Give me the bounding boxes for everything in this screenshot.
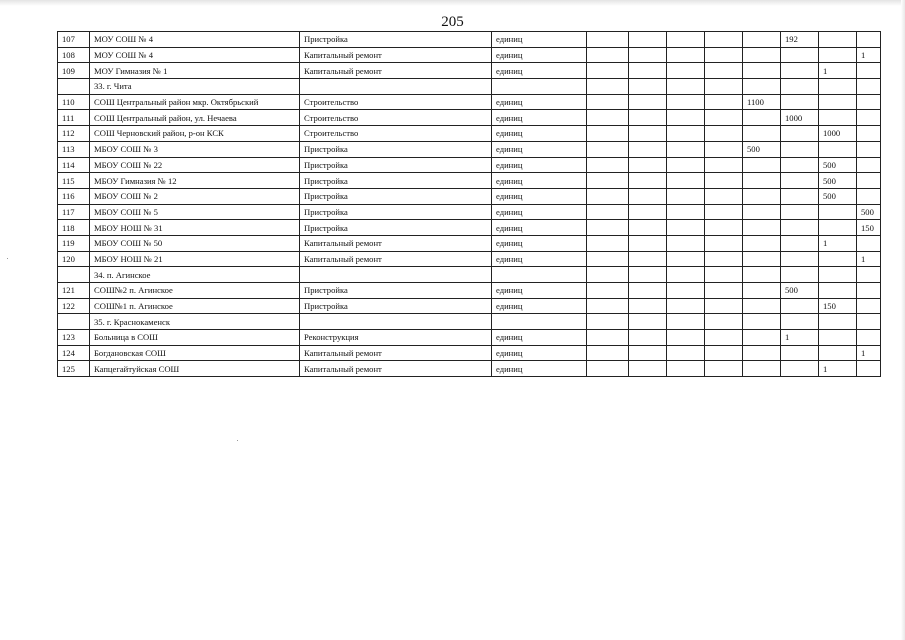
value-cell [857, 330, 881, 346]
value-cell [781, 79, 819, 95]
work-type-cell: Реконструкция [300, 330, 492, 346]
value-cell [743, 110, 781, 126]
value-cell [587, 47, 629, 63]
table-body [58, 32, 881, 377]
value-cell [667, 204, 705, 220]
value-cell [857, 126, 881, 142]
row-number-cell: 121 [58, 283, 90, 299]
value-cell: 1100 [743, 94, 781, 110]
value-cell [743, 157, 781, 173]
value-cell: 150 [819, 298, 857, 314]
page-number: 205 [441, 14, 464, 30]
unit-cell: единиц [492, 298, 587, 314]
value-cell [667, 110, 705, 126]
value-cell [629, 204, 667, 220]
section-row [58, 267, 881, 283]
value-cell [857, 267, 881, 283]
value-cell [705, 314, 743, 330]
row-number-cell: 124 [58, 345, 90, 361]
value-cell [743, 235, 781, 251]
work-type-cell: Капитальный ремонт [300, 235, 492, 251]
value-cell [743, 283, 781, 299]
value-cell [587, 79, 629, 95]
unit-cell: единиц [492, 141, 587, 157]
row-number-cell [58, 314, 90, 330]
value-cell [667, 235, 705, 251]
work-type-cell: Пристройка [300, 32, 492, 48]
value-cell [781, 94, 819, 110]
table-row [58, 126, 881, 142]
value-cell [819, 267, 857, 283]
unit-cell: единиц [492, 251, 587, 267]
work-type-cell: Пристройка [300, 283, 492, 299]
value-cell [629, 251, 667, 267]
table-row [58, 361, 881, 377]
value-cell [743, 220, 781, 236]
table-row [58, 251, 881, 267]
value-cell [705, 220, 743, 236]
value-cell [819, 314, 857, 330]
value-cell [781, 361, 819, 377]
unit-cell: единиц [492, 94, 587, 110]
value-cell [743, 345, 781, 361]
value-cell [819, 204, 857, 220]
value-cell [819, 79, 857, 95]
unit-cell: единиц [492, 283, 587, 299]
value-cell [587, 330, 629, 346]
value-cell [705, 63, 743, 79]
object-name-cell: СОШ Центральный район мкр. Октябрьский [90, 94, 300, 110]
unit-cell: единиц [492, 173, 587, 189]
value-cell [743, 298, 781, 314]
work-type-cell: Пристройка [300, 141, 492, 157]
value-cell [781, 204, 819, 220]
value-cell [667, 157, 705, 173]
row-number-cell: 108 [58, 47, 90, 63]
value-cell: 1 [857, 47, 881, 63]
value-cell [705, 173, 743, 189]
value-cell [781, 188, 819, 204]
table-row [58, 298, 881, 314]
unit-cell: единиц [492, 188, 587, 204]
row-number-cell: 123 [58, 330, 90, 346]
value-cell [743, 314, 781, 330]
value-cell [743, 63, 781, 79]
object-name-cell: МБОУ НОШ № 31 [90, 220, 300, 236]
unit-cell: единиц [492, 235, 587, 251]
value-cell [667, 32, 705, 48]
value-cell: 500 [743, 141, 781, 157]
table-row [58, 157, 881, 173]
value-cell [743, 47, 781, 63]
value-cell [781, 63, 819, 79]
unit-cell: единиц [492, 63, 587, 79]
row-number-cell: 119 [58, 235, 90, 251]
value-cell: 500 [819, 157, 857, 173]
value-cell [667, 283, 705, 299]
section-row [58, 79, 881, 95]
value-cell [667, 126, 705, 142]
work-type-cell: Капитальный ремонт [300, 63, 492, 79]
value-cell [743, 188, 781, 204]
value-cell [587, 220, 629, 236]
table-row [58, 220, 881, 236]
value-cell [781, 47, 819, 63]
value-cell [819, 345, 857, 361]
value-cell [629, 126, 667, 142]
value-cell [705, 188, 743, 204]
value-cell [705, 32, 743, 48]
scan-edge-right [901, 0, 905, 640]
table-row [58, 188, 881, 204]
section-title-cell: 33. г. Чита [90, 79, 300, 95]
object-name-cell: МОУ СОШ № 4 [90, 47, 300, 63]
row-number-cell: 109 [58, 63, 90, 79]
work-type-cell [300, 267, 492, 283]
unit-cell: единиц [492, 361, 587, 377]
value-cell [587, 204, 629, 220]
value-cell: 150 [857, 220, 881, 236]
work-type-cell: Капитальный ремонт [300, 47, 492, 63]
value-cell [667, 47, 705, 63]
work-type-cell: Пристройка [300, 188, 492, 204]
table-row [58, 47, 881, 63]
object-name-cell: Капцегайтуйская СОШ [90, 361, 300, 377]
work-type-cell: Капитальный ремонт [300, 251, 492, 267]
scan-edge-top [0, 0, 905, 6]
unit-cell [492, 79, 587, 95]
value-cell [781, 267, 819, 283]
work-type-cell: Строительство [300, 126, 492, 142]
value-cell [857, 110, 881, 126]
unit-cell: единиц [492, 32, 587, 48]
object-name-cell: МБОУ СОШ № 3 [90, 141, 300, 157]
value-cell [587, 283, 629, 299]
value-cell [629, 345, 667, 361]
value-cell [587, 173, 629, 189]
value-cell [587, 32, 629, 48]
work-type-cell [300, 79, 492, 95]
table-row [58, 63, 881, 79]
table-row [58, 235, 881, 251]
value-cell [857, 283, 881, 299]
value-cell [587, 314, 629, 330]
value-cell [743, 361, 781, 377]
value-cell [705, 47, 743, 63]
work-type-cell: Пристройка [300, 298, 492, 314]
value-cell [587, 251, 629, 267]
work-type-cell: Капитальный ремонт [300, 345, 492, 361]
row-number-cell: 117 [58, 204, 90, 220]
row-number-cell: 116 [58, 188, 90, 204]
value-cell [667, 345, 705, 361]
value-cell [667, 220, 705, 236]
row-number-cell: 107 [58, 32, 90, 48]
value-cell [629, 63, 667, 79]
unit-cell: единиц [492, 330, 587, 346]
table-row [58, 173, 881, 189]
value-cell [629, 330, 667, 346]
table-row [58, 110, 881, 126]
value-cell: 1000 [819, 126, 857, 142]
table-row [58, 330, 881, 346]
value-cell [705, 79, 743, 95]
row-number-cell: 120 [58, 251, 90, 267]
value-cell: 1 [819, 63, 857, 79]
row-number-cell [58, 267, 90, 283]
value-cell [743, 330, 781, 346]
object-name-cell: МБОУ СОШ № 22 [90, 157, 300, 173]
work-type-cell: Пристройка [300, 204, 492, 220]
object-name-cell: СОШ№2 п. Агинское [90, 283, 300, 299]
value-cell [705, 126, 743, 142]
value-cell [743, 204, 781, 220]
value-cell [781, 173, 819, 189]
value-cell [587, 188, 629, 204]
value-cell [629, 32, 667, 48]
value-cell [667, 79, 705, 95]
value-cell [629, 283, 667, 299]
value-cell [629, 188, 667, 204]
value-cell [705, 235, 743, 251]
value-cell [705, 204, 743, 220]
value-cell [705, 157, 743, 173]
value-cell: 500 [819, 173, 857, 189]
value-cell [587, 298, 629, 314]
value-cell: 1 [781, 330, 819, 346]
value-cell [857, 32, 881, 48]
unit-cell: единиц [492, 47, 587, 63]
value-cell [781, 345, 819, 361]
value-cell [857, 63, 881, 79]
value-cell [667, 251, 705, 267]
value-cell [743, 32, 781, 48]
work-type-cell: Строительство [300, 94, 492, 110]
value-cell [819, 251, 857, 267]
value-cell [781, 141, 819, 157]
value-cell [705, 110, 743, 126]
row-number-cell: 113 [58, 141, 90, 157]
row-number-cell: 110 [58, 94, 90, 110]
value-cell: 1 [819, 361, 857, 377]
value-cell [667, 361, 705, 377]
row-number-cell: 125 [58, 361, 90, 377]
objects-table [57, 31, 881, 377]
object-name-cell: МБОУ СОШ № 5 [90, 204, 300, 220]
value-cell [857, 314, 881, 330]
object-name-cell: МБОУ СОШ № 50 [90, 235, 300, 251]
unit-cell: единиц [492, 126, 587, 142]
value-cell [587, 235, 629, 251]
scan-speck [7, 258, 8, 259]
value-cell [705, 345, 743, 361]
value-cell [819, 47, 857, 63]
value-cell [629, 157, 667, 173]
work-type-cell [300, 314, 492, 330]
value-cell [629, 314, 667, 330]
value-cell [705, 361, 743, 377]
table-row [58, 204, 881, 220]
row-number-cell: 111 [58, 110, 90, 126]
value-cell [781, 157, 819, 173]
value-cell [667, 173, 705, 189]
value-cell: 500 [819, 188, 857, 204]
object-name-cell: Богдановская СОШ [90, 345, 300, 361]
scan-speck [237, 440, 238, 441]
value-cell [667, 330, 705, 346]
row-number-cell: 114 [58, 157, 90, 173]
object-name-cell: Больница в СОШ [90, 330, 300, 346]
value-cell [819, 32, 857, 48]
value-cell [587, 63, 629, 79]
value-cell [857, 94, 881, 110]
value-cell [629, 220, 667, 236]
value-cell: 500 [781, 283, 819, 299]
value-cell [705, 251, 743, 267]
object-name-cell: МБОУ НОШ № 21 [90, 251, 300, 267]
value-cell [743, 126, 781, 142]
value-cell [587, 267, 629, 283]
value-cell [705, 267, 743, 283]
table-row [58, 32, 881, 48]
value-cell [781, 235, 819, 251]
value-cell [857, 173, 881, 189]
table-row [58, 283, 881, 299]
unit-cell: единиц [492, 220, 587, 236]
value-cell [629, 47, 667, 63]
work-type-cell: Пристройка [300, 220, 492, 236]
section-title-cell: 35. г. Краснокаменск [90, 314, 300, 330]
row-number-cell: 115 [58, 173, 90, 189]
value-cell [857, 157, 881, 173]
value-cell [781, 220, 819, 236]
table-row [58, 141, 881, 157]
value-cell [705, 298, 743, 314]
value-cell [705, 330, 743, 346]
unit-cell: единиц [492, 204, 587, 220]
unit-cell: единиц [492, 157, 587, 173]
section-row [58, 314, 881, 330]
value-cell [857, 298, 881, 314]
work-type-cell: Капитальный ремонт [300, 361, 492, 377]
object-name-cell: МБОУ СОШ № 2 [90, 188, 300, 204]
value-cell [705, 94, 743, 110]
row-number-cell: 112 [58, 126, 90, 142]
value-cell [629, 267, 667, 283]
value-cell [629, 361, 667, 377]
unit-cell [492, 267, 587, 283]
unit-cell [492, 314, 587, 330]
unit-cell: единиц [492, 345, 587, 361]
value-cell [781, 126, 819, 142]
value-cell [629, 79, 667, 95]
work-type-cell: Пристройка [300, 173, 492, 189]
value-cell [819, 330, 857, 346]
row-number-cell: 122 [58, 298, 90, 314]
value-cell [781, 251, 819, 267]
value-cell [587, 110, 629, 126]
value-cell: 1 [819, 235, 857, 251]
object-name-cell: МБОУ Гимназия № 12 [90, 173, 300, 189]
table-row [58, 345, 881, 361]
table-row [58, 94, 881, 110]
value-cell [629, 298, 667, 314]
row-number-cell [58, 79, 90, 95]
value-cell [667, 141, 705, 157]
value-cell [629, 235, 667, 251]
row-number-cell: 118 [58, 220, 90, 236]
value-cell [857, 79, 881, 95]
value-cell [587, 94, 629, 110]
work-type-cell: Строительство [300, 110, 492, 126]
value-cell [667, 94, 705, 110]
value-cell [781, 298, 819, 314]
object-name-cell: СОШ Центральный район, ул. Нечаева [90, 110, 300, 126]
value-cell [667, 314, 705, 330]
object-name-cell: МОУ Гимназия № 1 [90, 63, 300, 79]
value-cell [819, 141, 857, 157]
value-cell [857, 188, 881, 204]
value-cell [819, 220, 857, 236]
value-cell [705, 141, 743, 157]
value-cell [629, 94, 667, 110]
value-cell [743, 251, 781, 267]
value-cell [743, 79, 781, 95]
section-title-cell: 34. п. Агинское [90, 267, 300, 283]
work-type-cell: Пристройка [300, 157, 492, 173]
value-cell [629, 173, 667, 189]
value-cell [743, 173, 781, 189]
value-cell [819, 283, 857, 299]
value-cell [819, 94, 857, 110]
value-cell [819, 110, 857, 126]
value-cell [587, 361, 629, 377]
value-cell [705, 283, 743, 299]
object-name-cell: СОШ Черновский район, р-он КСК [90, 126, 300, 142]
value-cell [857, 361, 881, 377]
value-cell [587, 345, 629, 361]
value-cell [667, 267, 705, 283]
value-cell [587, 141, 629, 157]
value-cell [629, 141, 667, 157]
value-cell [667, 63, 705, 79]
value-cell: 1 [857, 251, 881, 267]
value-cell [667, 188, 705, 204]
value-cell [587, 126, 629, 142]
value-cell [781, 314, 819, 330]
value-cell [743, 267, 781, 283]
value-cell [587, 157, 629, 173]
value-cell [857, 235, 881, 251]
value-cell [667, 298, 705, 314]
value-cell: 1000 [781, 110, 819, 126]
object-name-cell: СОШ№1 п. Агинское [90, 298, 300, 314]
value-cell: 500 [857, 204, 881, 220]
object-name-cell: МОУ СОШ № 4 [90, 32, 300, 48]
value-cell: 1 [857, 345, 881, 361]
value-cell [629, 110, 667, 126]
unit-cell: единиц [492, 110, 587, 126]
value-cell: 192 [781, 32, 819, 48]
value-cell [857, 141, 881, 157]
